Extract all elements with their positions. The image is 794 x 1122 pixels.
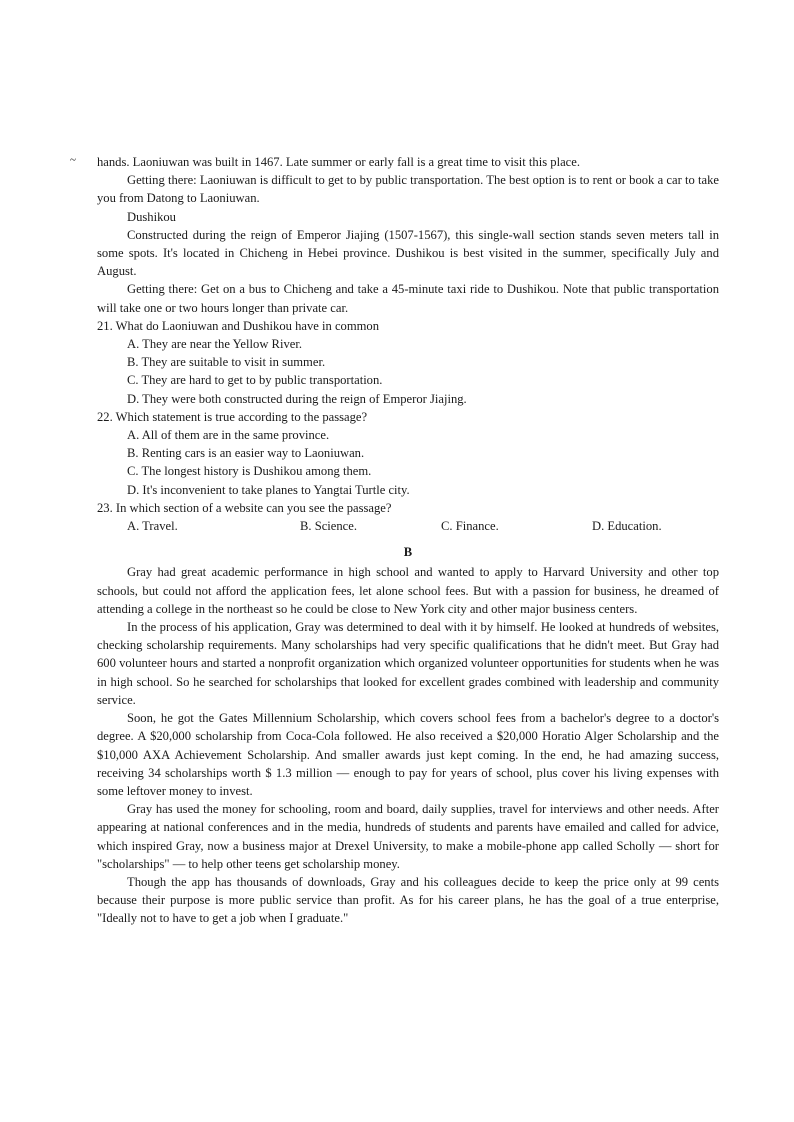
passage-a-paragraph-1: hands. Laoniuwan was built in 1467. Late summer or early fall is a great time to visit this place.	[97, 155, 580, 169]
question-option: D. Education.	[592, 519, 662, 534]
question-stem: 22. Which statement is true according to the passage?	[97, 409, 368, 424]
margin-mark: ~	[70, 154, 76, 166]
passage-a-paragraph-3: Constructed during the reign of Emperor Jiajing (1507-1567), this single-wall section stands seven meters tall in some spots. It's located in Chicheng in Hebei province. Dushikou is best visited in the summer, specifically July and August.	[97, 227, 719, 279]
passage-b-paragraph-4: Gray has used the money for schooling, room and board, daily supplies, travel for interviews and other needs. After appearing at national conferences and in the media, hundreds of students and parents have emailed and called for advice, which inspired Gray, now a business major at Drexel University, to make a mobile-phone app called Scholly — short for "scholarships" — to help other teens get scholarship money.	[97, 802, 719, 871]
question-option: C. The longest history is Dushikou among them.	[127, 464, 372, 479]
question-option: B. They are suitable to visit in summer.	[127, 355, 326, 370]
question-22	[97, 408, 719, 499]
question-option: A. All of them are in the same province.	[127, 428, 330, 443]
passage-a-paragraph-4: Getting there: Get on a bus to Chicheng and take a 45-minute taxi ride to Dushikou. Note that public transportation will take one or two hours longer than private car.	[97, 282, 719, 315]
question-21	[97, 317, 719, 408]
question-option: D. They were both constructed during the reign of Emperor Jiajing.	[127, 391, 467, 406]
question-option: B. Science.	[300, 519, 358, 534]
passage-b-paragraph-5: Though the app has thousands of downloads, Gray and his colleagues decide to keep the price only at 99 cents because their purpose is more public service than profit. As for his career plans, he has the goal of a true enterprise, "Ideally not to have to get a job when I graduate."	[97, 874, 719, 926]
question-stem: 23. In which section of a website can you see the passage?	[97, 500, 392, 515]
question-option: A. They are near the Yellow River.	[127, 337, 302, 352]
passage-b-paragraph-3: Soon, he got the Gates Millennium Scholarship, which covers school fees from a bachelor's degree to a doctor's degree. A $20,000 scholarship from Coca-Cola followed. He also received a $20,000 Horatio Alger Scholarship and the $10,000 AXA Achievement Scholarship. And smaller awards just kept coming. In the end, he had amazing success, receiving 34 scholarships worth $ 1.3 million — enough to pay for years of school, plus cover his living expenses with some leftover money to invest.	[97, 711, 719, 798]
question-23	[97, 499, 719, 535]
question-option: B. Renting cars is an easier way to Laoniuwan.	[127, 446, 365, 461]
passage-b-paragraph-1: Gray had great academic performance in high school and wanted to apply to Harvard University and other top schools, but could not afford the application fees, let alone school fees. But with a passion for business, he dreamed of attending a college in the northeast so he could be close to New York city and other major business centers.	[97, 565, 719, 616]
question-option: C. They are hard to get to by public transportation.	[127, 373, 383, 388]
question-option: C. Finance.	[441, 519, 499, 534]
page-content	[97, 153, 719, 928]
question-options-row	[97, 517, 719, 535]
question-stem: 21. What do Laoniuwan and Dushikou have in common	[97, 318, 380, 333]
question-option: A. Travel.	[127, 519, 178, 534]
section-label-b: B	[403, 545, 413, 560]
section-heading-dushikou: Dushikou	[127, 209, 176, 224]
question-option: D. It's inconvenient to take planes to Yangtai Turtle city.	[127, 482, 410, 497]
passage-b-paragraph-2: In the process of his application, Gray was determined to deal with it by himself. He looked at hundreds of websites, checking scholarship requirements. Many scholarships had very specific qualifications that he didn't meet. But Gray had 600 volunteer hours and started a nonprofit organization which organized volunteer opportunities for students when he was in high school. So he searched for scholarships that looked for excellent grades combined with leadership and community service.	[97, 620, 719, 707]
passage-a-paragraph-2: Getting there: Laoniuwan is difficult to get to by public transportation. The best option is to rent or book a car to take you from Datong to Laoniuwan.	[97, 173, 719, 206]
